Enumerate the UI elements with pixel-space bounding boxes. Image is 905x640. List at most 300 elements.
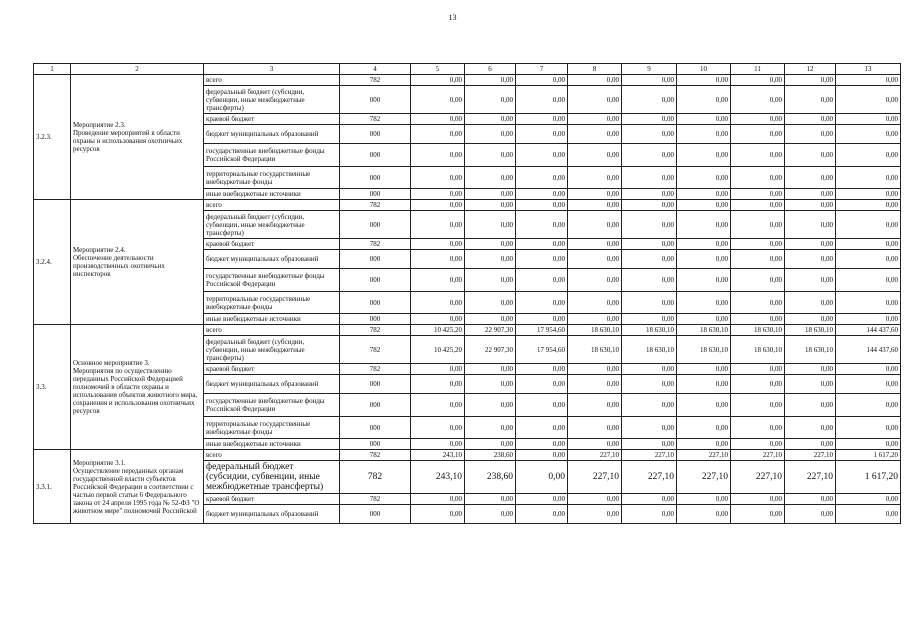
amount-cell: 0,00 — [677, 505, 731, 524]
header-cell: 7 — [516, 64, 568, 75]
amount-cell: 1 617,20 — [836, 450, 901, 461]
amount-cell: 0,00 — [622, 125, 677, 144]
header-cell: 11 — [731, 64, 785, 75]
header-cell: 6 — [465, 64, 516, 75]
amount-cell: 0,00 — [622, 200, 677, 211]
amount-cell: 0,00 — [785, 417, 836, 439]
amount-cell: 0,00 — [568, 144, 622, 167]
amount-cell: 0,00 — [465, 394, 516, 417]
amount-cell: 0,00 — [622, 211, 677, 239]
amount-cell: 0,00 — [677, 394, 731, 417]
budget-code: 000 — [340, 394, 411, 417]
amount-cell: 0,00 — [731, 167, 785, 189]
amount-cell: 0,00 — [568, 292, 622, 314]
amount-cell: 0,00 — [411, 364, 465, 375]
amount-cell: 0,00 — [785, 239, 836, 250]
amount-cell: 0,00 — [516, 144, 568, 167]
amount-cell: 0,00 — [622, 494, 677, 505]
amount-cell: 227,10 — [622, 450, 677, 461]
amount-cell: 0,00 — [731, 239, 785, 250]
budget-code: 782 — [340, 336, 411, 364]
amount-cell: 0,00 — [516, 239, 568, 250]
amount-cell: 0,00 — [836, 114, 901, 125]
amount-cell: 0,00 — [785, 114, 836, 125]
amount-cell: 0,00 — [785, 86, 836, 114]
amount-cell: 0,00 — [568, 417, 622, 439]
amount-cell: 0,00 — [465, 314, 516, 325]
amount-cell: 0,00 — [516, 200, 568, 211]
amount-cell: 0,00 — [516, 211, 568, 239]
amount-cell: 0,00 — [568, 364, 622, 375]
amount-cell: 0,00 — [836, 375, 901, 394]
amount-cell: 0,00 — [568, 167, 622, 189]
amount-cell: 0,00 — [622, 189, 677, 200]
funding-source: всего — [204, 450, 340, 461]
amount-cell: 227,10 — [568, 450, 622, 461]
amount-cell: 0,00 — [677, 144, 731, 167]
amount-cell: 18 630,10 — [785, 336, 836, 364]
section-index: 3.3. — [34, 325, 71, 450]
financing-table — [33, 63, 901, 524]
section-index: 3.3.1. — [34, 450, 71, 524]
amount-cell: 0,00 — [411, 505, 465, 524]
amount-cell: 0,00 — [677, 269, 731, 292]
section-title: Мероприятие 2.4. Обеспечение деятельности производственных охотничьих инспекторов — [71, 200, 204, 325]
amount-cell: 0,00 — [731, 86, 785, 114]
amount-cell: 0,00 — [568, 114, 622, 125]
amount-cell: 0,00 — [568, 86, 622, 114]
amount-cell: 18 630,10 — [785, 325, 836, 336]
amount-cell: 0,00 — [465, 505, 516, 524]
budget-code: 000 — [340, 375, 411, 394]
budget-code: 000 — [340, 292, 411, 314]
amount-cell: 0,00 — [622, 75, 677, 86]
amount-cell: 0,00 — [836, 239, 901, 250]
amount-cell: 0,00 — [677, 211, 731, 239]
amount-cell: 238,60 — [465, 461, 516, 494]
amount-cell: 0,00 — [465, 86, 516, 114]
amount-cell: 0,00 — [465, 144, 516, 167]
amount-cell: 0,00 — [836, 505, 901, 524]
amount-cell: 0,00 — [465, 75, 516, 86]
amount-cell: 1 617,20 — [836, 461, 901, 494]
header-cell: 1 — [34, 64, 71, 75]
amount-cell: 0,00 — [785, 189, 836, 200]
amount-cell: 0,00 — [516, 364, 568, 375]
amount-cell: 0,00 — [622, 269, 677, 292]
amount-cell: 0,00 — [516, 269, 568, 292]
funding-source: бюджет муниципальных образований — [204, 375, 340, 394]
amount-cell: 0,00 — [568, 200, 622, 211]
amount-cell: 0,00 — [677, 494, 731, 505]
amount-cell: 0,00 — [411, 239, 465, 250]
funding-source: бюджет муниципальных образований — [204, 250, 340, 269]
amount-cell: 0,00 — [516, 450, 568, 461]
funding-source: государственные внебюджетные фонды Российской Федерации — [204, 394, 340, 417]
amount-cell: 0,00 — [568, 375, 622, 394]
amount-cell: 0,00 — [465, 292, 516, 314]
budget-code: 000 — [340, 417, 411, 439]
amount-cell: 0,00 — [731, 494, 785, 505]
amount-cell: 0,00 — [516, 375, 568, 394]
table-row — [34, 200, 901, 211]
amount-cell: 0,00 — [465, 417, 516, 439]
amount-cell: 0,00 — [622, 239, 677, 250]
amount-cell: 18 630,10 — [568, 336, 622, 364]
amount-cell: 0,00 — [785, 75, 836, 86]
section-index: 3.2.3. — [34, 75, 71, 200]
amount-cell: 0,00 — [411, 417, 465, 439]
amount-cell: 0,00 — [785, 125, 836, 144]
budget-code: 782 — [340, 461, 411, 494]
amount-cell: 0,00 — [677, 375, 731, 394]
amount-cell: 0,00 — [731, 314, 785, 325]
amount-cell: 0,00 — [622, 375, 677, 394]
funding-source: бюджет муниципальных образований — [204, 505, 340, 524]
amount-cell: 227,10 — [677, 461, 731, 494]
amount-cell: 0,00 — [785, 211, 836, 239]
amount-cell: 0,00 — [516, 494, 568, 505]
amount-cell: 0,00 — [568, 75, 622, 86]
amount-cell: 0,00 — [677, 200, 731, 211]
amount-cell: 0,00 — [836, 439, 901, 450]
amount-cell: 18 630,10 — [731, 325, 785, 336]
amount-cell: 0,00 — [622, 114, 677, 125]
amount-cell: 0,00 — [731, 505, 785, 524]
amount-cell: 0,00 — [568, 439, 622, 450]
amount-cell: 18 630,10 — [677, 336, 731, 364]
funding-source: бюджет муниципальных образований — [204, 125, 340, 144]
amount-cell: 0,00 — [836, 314, 901, 325]
amount-cell: 0,00 — [622, 505, 677, 524]
amount-cell: 0,00 — [516, 125, 568, 144]
budget-code: 782 — [340, 450, 411, 461]
funding-source: краевой бюджет — [204, 494, 340, 505]
header-cell: 12 — [785, 64, 836, 75]
amount-cell: 18 630,10 — [731, 336, 785, 364]
amount-cell: 0,00 — [731, 375, 785, 394]
amount-cell: 0,00 — [411, 189, 465, 200]
amount-cell: 0,00 — [411, 375, 465, 394]
budget-code: 000 — [340, 269, 411, 292]
amount-cell: 17 954,60 — [516, 325, 568, 336]
amount-cell: 227,10 — [731, 461, 785, 494]
amount-cell: 0,00 — [622, 144, 677, 167]
budget-code: 000 — [340, 314, 411, 325]
amount-cell: 0,00 — [465, 250, 516, 269]
amount-cell: 0,00 — [465, 200, 516, 211]
amount-cell: 0,00 — [785, 375, 836, 394]
amount-cell: 0,00 — [731, 439, 785, 450]
amount-cell: 0,00 — [465, 439, 516, 450]
amount-cell: 0,00 — [516, 167, 568, 189]
amount-cell: 0,00 — [785, 269, 836, 292]
header-cell: 4 — [340, 64, 411, 75]
amount-cell: 227,10 — [785, 450, 836, 461]
amount-cell: 0,00 — [516, 417, 568, 439]
amount-cell: 0,00 — [411, 167, 465, 189]
amount-cell: 0,00 — [516, 292, 568, 314]
header-cell: 13 — [836, 64, 901, 75]
amount-cell: 0,00 — [677, 417, 731, 439]
amount-cell: 0,00 — [568, 505, 622, 524]
amount-cell: 0,00 — [731, 211, 785, 239]
amount-cell: 0,00 — [516, 114, 568, 125]
amount-cell: 0,00 — [568, 250, 622, 269]
budget-code: 000 — [340, 250, 411, 269]
amount-cell: 0,00 — [568, 394, 622, 417]
amount-cell: 0,00 — [677, 314, 731, 325]
budget-code: 000 — [340, 167, 411, 189]
funding-source: всего — [204, 200, 340, 211]
funding-source: иные внебюджетные источники — [204, 314, 340, 325]
amount-cell: 0,00 — [785, 505, 836, 524]
budget-code: 782 — [340, 114, 411, 125]
amount-cell: 0,00 — [677, 239, 731, 250]
section-title: Мероприятие 3.1. Осуществление переданных органам государственной власти субъектов Российской Федерации в соответствии с частью первой статьи 6 Федерального закона от 24 апреля 1995 года № 52-ФЗ "О животном мире" полномочий Российской — [71, 450, 204, 524]
amount-cell: 0,00 — [411, 114, 465, 125]
amount-cell: 0,00 — [568, 189, 622, 200]
funding-source: территориальные государственные внебюджетные фонды — [204, 417, 340, 439]
funding-source: государственные внебюджетные фонды Российской Федерации — [204, 269, 340, 292]
amount-cell: 0,00 — [465, 114, 516, 125]
funding-source: федеральный бюджет (субсидии, субвенции, иные межбюджетные трансферты) — [204, 336, 340, 364]
amount-cell: 0,00 — [785, 394, 836, 417]
amount-cell: 0,00 — [836, 494, 901, 505]
budget-code: 000 — [340, 505, 411, 524]
amount-cell: 18 630,10 — [677, 325, 731, 336]
amount-cell: 0,00 — [731, 125, 785, 144]
amount-cell: 0,00 — [465, 239, 516, 250]
amount-cell: 0,00 — [836, 75, 901, 86]
amount-cell: 0,00 — [677, 250, 731, 269]
amount-cell: 0,00 — [622, 439, 677, 450]
amount-cell: 0,00 — [731, 200, 785, 211]
funding-source: всего — [204, 75, 340, 86]
amount-cell: 0,00 — [785, 250, 836, 269]
budget-code: 000 — [340, 189, 411, 200]
funding-source: федеральный бюджет (субсидии, субвенции, иные межбюджетные трансферты) — [204, 86, 340, 114]
amount-cell: 0,00 — [568, 125, 622, 144]
amount-cell: 0,00 — [731, 292, 785, 314]
amount-cell: 0,00 — [411, 250, 465, 269]
budget-code: 000 — [340, 211, 411, 239]
amount-cell: 0,00 — [465, 189, 516, 200]
budget-code: 000 — [340, 125, 411, 144]
amount-cell: 0,00 — [411, 292, 465, 314]
budget-code: 000 — [340, 439, 411, 450]
amount-cell: 243,10 — [411, 461, 465, 494]
amount-cell: 0,00 — [622, 86, 677, 114]
budget-code: 782 — [340, 75, 411, 86]
amount-cell: 227,10 — [785, 461, 836, 494]
amount-cell: 0,00 — [516, 250, 568, 269]
funding-source: территориальные государственные внебюджетные фонды — [204, 167, 340, 189]
amount-cell: 0,00 — [836, 86, 901, 114]
budget-code: 782 — [340, 325, 411, 336]
amount-cell: 227,10 — [731, 450, 785, 461]
amount-cell: 0,00 — [411, 394, 465, 417]
amount-cell: 0,00 — [568, 314, 622, 325]
amount-cell: 22 907,30 — [465, 325, 516, 336]
amount-cell: 0,00 — [785, 292, 836, 314]
amount-cell: 0,00 — [836, 292, 901, 314]
amount-cell: 0,00 — [411, 86, 465, 114]
amount-cell: 22 907,30 — [465, 336, 516, 364]
amount-cell: 0,00 — [785, 144, 836, 167]
amount-cell: 0,00 — [731, 250, 785, 269]
amount-cell: 0,00 — [568, 494, 622, 505]
amount-cell: 243,10 — [411, 450, 465, 461]
budget-code: 000 — [340, 86, 411, 114]
amount-cell: 238,60 — [465, 450, 516, 461]
amount-cell: 0,00 — [568, 211, 622, 239]
table-row — [34, 325, 901, 336]
funding-source: иные внебюджетные источники — [204, 439, 340, 450]
amount-cell: 0,00 — [465, 125, 516, 144]
amount-cell: 0,00 — [465, 364, 516, 375]
page-number: 13 — [448, 13, 457, 22]
funding-source: краевой бюджет — [204, 114, 340, 125]
amount-cell: 0,00 — [465, 211, 516, 239]
amount-cell: 227,10 — [568, 461, 622, 494]
funding-source: территориальные государственные внебюджетные фонды — [204, 292, 340, 314]
amount-cell: 0,00 — [785, 439, 836, 450]
budget-code: 782 — [340, 494, 411, 505]
amount-cell: 0,00 — [411, 211, 465, 239]
amount-cell: 0,00 — [465, 167, 516, 189]
amount-cell: 0,00 — [411, 494, 465, 505]
amount-cell: 0,00 — [465, 375, 516, 394]
amount-cell: 0,00 — [836, 417, 901, 439]
amount-cell: 227,10 — [622, 461, 677, 494]
amount-cell: 0,00 — [677, 292, 731, 314]
amount-cell: 0,00 — [731, 364, 785, 375]
amount-cell: 10 425,20 — [411, 336, 465, 364]
table-row — [34, 75, 901, 86]
amount-cell: 0,00 — [411, 269, 465, 292]
funding-source: государственные внебюджетные фонды Российской Федерации — [204, 144, 340, 167]
funding-source: краевой бюджет — [204, 364, 340, 375]
amount-cell: 0,00 — [785, 314, 836, 325]
amount-cell: 18 630,10 — [622, 336, 677, 364]
funding-source: иные внебюджетные источники — [204, 189, 340, 200]
amount-cell: 0,00 — [836, 250, 901, 269]
amount-cell: 0,00 — [731, 269, 785, 292]
amount-cell: 0,00 — [622, 167, 677, 189]
amount-cell: 0,00 — [411, 439, 465, 450]
amount-cell: 18 630,10 — [622, 325, 677, 336]
funding-source: всего — [204, 325, 340, 336]
amount-cell: 0,00 — [516, 86, 568, 114]
budget-code: 000 — [340, 144, 411, 167]
budget-code: 782 — [340, 239, 411, 250]
amount-cell: 0,00 — [411, 75, 465, 86]
header-cell: 3 — [204, 64, 340, 75]
funding-source: краевой бюджет — [204, 239, 340, 250]
amount-cell: 0,00 — [836, 211, 901, 239]
amount-cell: 0,00 — [622, 250, 677, 269]
amount-cell: 10 425,20 — [411, 325, 465, 336]
funding-source: федеральный бюджет (субсидии, субвенции, иные межбюджетные трансферты) — [204, 461, 340, 494]
amount-cell: 0,00 — [836, 364, 901, 375]
amount-cell: 0,00 — [411, 314, 465, 325]
amount-cell: 0,00 — [785, 167, 836, 189]
amount-cell: 0,00 — [731, 189, 785, 200]
amount-cell: 0,00 — [677, 439, 731, 450]
amount-cell: 0,00 — [731, 417, 785, 439]
amount-cell: 144 437,60 — [836, 336, 901, 364]
amount-cell: 0,00 — [568, 269, 622, 292]
amount-cell: 227,10 — [677, 450, 731, 461]
header-cell: 8 — [568, 64, 622, 75]
amount-cell: 144 437,60 — [836, 325, 901, 336]
amount-cell: 0,00 — [836, 144, 901, 167]
amount-cell: 0,00 — [731, 144, 785, 167]
amount-cell: 0,00 — [731, 75, 785, 86]
amount-cell: 0,00 — [568, 239, 622, 250]
amount-cell: 0,00 — [622, 364, 677, 375]
amount-cell: 0,00 — [411, 144, 465, 167]
amount-cell: 0,00 — [677, 167, 731, 189]
amount-cell: 0,00 — [622, 314, 677, 325]
amount-cell: 0,00 — [516, 189, 568, 200]
section-title: Основное мероприятие 3. Мероприятия по осуществлению переданных Российской Федерацией полномочий в области охраны и использования объектов животного мира, сохранения и использования охотничьих ресурсов — [71, 325, 204, 450]
amount-cell: 0,00 — [836, 125, 901, 144]
header-cell: 9 — [622, 64, 677, 75]
amount-cell: 17 954,60 — [516, 336, 568, 364]
amount-cell: 0,00 — [677, 86, 731, 114]
amount-cell: 0,00 — [516, 394, 568, 417]
amount-cell: 0,00 — [516, 314, 568, 325]
amount-cell: 0,00 — [731, 114, 785, 125]
amount-cell: 0,00 — [622, 417, 677, 439]
funding-source: федеральный бюджет (субсидии, субвенции, иные межбюджетные трансферты) — [204, 211, 340, 239]
amount-cell: 0,00 — [411, 125, 465, 144]
amount-cell: 0,00 — [465, 494, 516, 505]
amount-cell: 0,00 — [622, 394, 677, 417]
amount-cell: 0,00 — [677, 125, 731, 144]
amount-cell: 0,00 — [836, 189, 901, 200]
amount-cell: 0,00 — [677, 189, 731, 200]
budget-code: 782 — [340, 200, 411, 211]
amount-cell: 0,00 — [516, 439, 568, 450]
amount-cell: 0,00 — [836, 269, 901, 292]
table-row — [34, 450, 901, 461]
header-cell: 10 — [677, 64, 731, 75]
amount-cell: 0,00 — [516, 75, 568, 86]
section-index: 3.2.4. — [34, 200, 71, 325]
amount-cell: 0,00 — [411, 200, 465, 211]
section-title: Мероприятие 2.3. Проведение мероприятий в области охраны и использования охотничьих ресурсов — [71, 75, 204, 200]
header-cell: 2 — [71, 64, 204, 75]
amount-cell: 18 630,10 — [568, 325, 622, 336]
amount-cell: 0,00 — [785, 200, 836, 211]
amount-cell: 0,00 — [785, 494, 836, 505]
amount-cell: 0,00 — [836, 200, 901, 211]
amount-cell: 0,00 — [836, 167, 901, 189]
header-row — [34, 64, 901, 75]
amount-cell: 0,00 — [465, 269, 516, 292]
amount-cell: 0,00 — [516, 461, 568, 494]
header-cell: 5 — [411, 64, 465, 75]
amount-cell: 0,00 — [677, 114, 731, 125]
amount-cell: 0,00 — [622, 292, 677, 314]
budget-code: 782 — [340, 364, 411, 375]
amount-cell: 0,00 — [785, 364, 836, 375]
amount-cell: 0,00 — [516, 505, 568, 524]
amount-cell: 0,00 — [677, 75, 731, 86]
